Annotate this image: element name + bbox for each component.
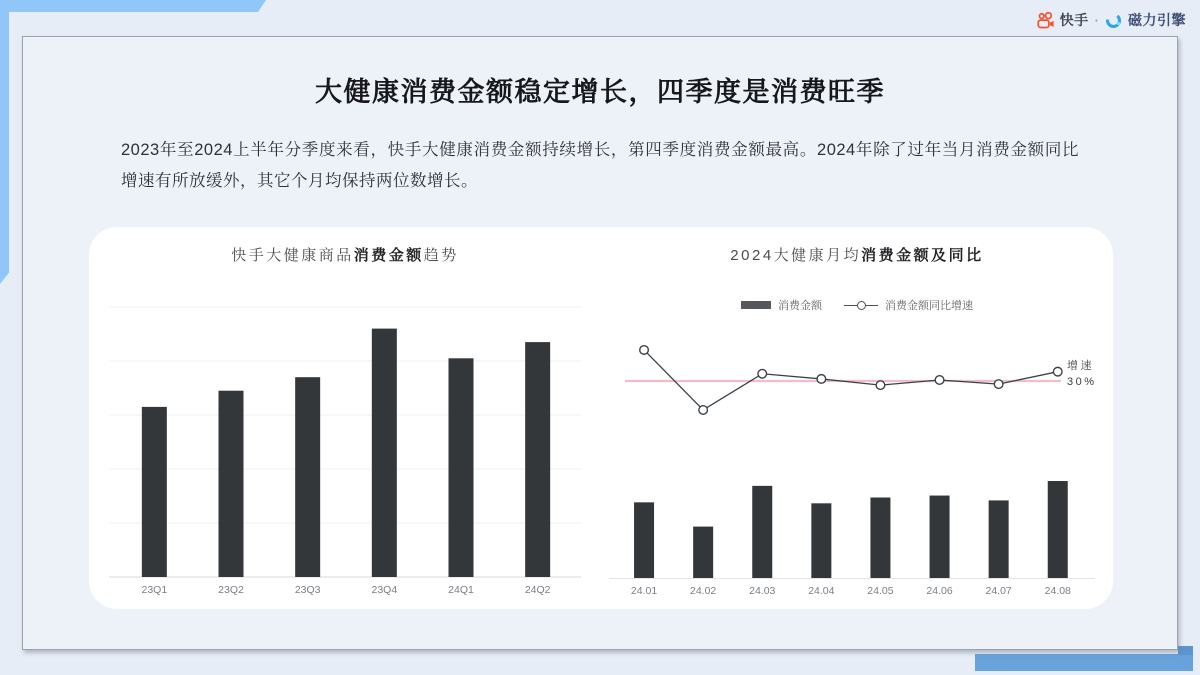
bar-24.07	[989, 500, 1009, 578]
x-axis-label: 23Q4	[371, 584, 398, 596]
bar-23Q1	[142, 407, 167, 577]
x-axis-label: 24.01	[630, 585, 658, 597]
bar-24.04	[811, 503, 831, 578]
page-description: 2023年至2024上半年分季度来看，快手大健康消费金额持续增长，第四季度消费金额最高。2024年除了过年当月消费金额同比增速有所放缓外，其它个月均保持两位数增长。	[121, 141, 1079, 190]
left-chart-title-bold: 消费金额	[353, 247, 424, 264]
bar-23Q4	[372, 329, 397, 577]
x-axis-label: 24.07	[985, 585, 1012, 597]
x-axis-label: 24.06	[926, 585, 953, 597]
bar-24.06	[930, 496, 950, 578]
x-axis-label: 24.03	[749, 585, 776, 597]
bar-23Q2	[219, 391, 244, 577]
bar-24.05	[870, 497, 890, 578]
growth-rate-marker-24.04	[817, 375, 826, 384]
bar-24Q1	[449, 358, 474, 577]
right-chart-title-bold: 消费金额及同比	[861, 247, 984, 264]
x-axis-label: 24Q2	[524, 584, 551, 596]
growth-rate-marker-24.05	[876, 381, 885, 390]
magnetic-engine-logo-icon	[1105, 12, 1122, 29]
bar-24.08	[1048, 481, 1068, 578]
monthly-combo-chart-svg	[601, 227, 1113, 609]
kuaishou-logo-icon	[1037, 12, 1054, 29]
x-axis-label: 24.08	[1044, 585, 1071, 597]
growth-rate-label: 增速	[1067, 360, 1094, 372]
bar-24.01	[634, 502, 654, 578]
magnetic-engine-logo-text: 磁力引擎	[1128, 12, 1186, 28]
growth-rate-annotation	[1067, 358, 1097, 390]
quarterly-consumption-chart	[89, 227, 601, 609]
bar-24.02	[693, 527, 713, 578]
bottom-right-accent-notch	[1178, 646, 1193, 655]
top-left-accent-bar	[0, 0, 266, 12]
x-axis-label: 24.04	[808, 585, 835, 597]
legend-label: 消费金额同比增速	[885, 300, 973, 312]
page-title: 大健康消费金额稳定增长，四季度是消费旺季	[315, 77, 885, 107]
growth-rate-marker-24.03	[758, 369, 767, 378]
bar-23Q3	[295, 377, 320, 577]
bar-24Q2	[525, 342, 550, 577]
left-chart-title-prefix: 快手大健康商品	[231, 247, 354, 264]
x-axis-label: 23Q3	[294, 584, 321, 596]
right-chart-title-prefix: 2024大健康月均	[730, 247, 862, 264]
left-accent-bar	[0, 0, 9, 284]
x-axis-label: 24.05	[867, 585, 894, 597]
kuaishou-logo-text: 快手	[1059, 12, 1089, 28]
bar-24.03	[752, 486, 772, 578]
x-axis-label: 24.02	[690, 585, 717, 597]
bottom-right-accent-bar	[975, 654, 1193, 671]
brand-logos	[1037, 10, 1186, 30]
x-axis-label: 23Q1	[141, 584, 168, 596]
growth-rate-marker-24.01	[640, 346, 649, 355]
logo-separator: ·	[1094, 12, 1099, 28]
monthly-consumption-chart	[601, 227, 1113, 609]
slide-card	[22, 36, 1178, 650]
growth-rate-marker-24.07	[994, 380, 1003, 389]
charts-panel	[89, 227, 1113, 609]
growth-rate-marker-24.06	[935, 376, 944, 385]
left-chart-title-suffix: 趋势	[423, 247, 459, 264]
growth-rate-marker-24.08	[1053, 367, 1062, 376]
growth-rate-marker-24.02	[699, 406, 708, 415]
x-axis-label: 24Q1	[448, 584, 474, 596]
quarterly-bar-chart-svg	[89, 227, 601, 609]
x-axis-label: 23Q2	[218, 584, 244, 596]
growth-rate-value: 30%	[1067, 376, 1097, 388]
legend-label: 消费金额	[778, 300, 822, 312]
